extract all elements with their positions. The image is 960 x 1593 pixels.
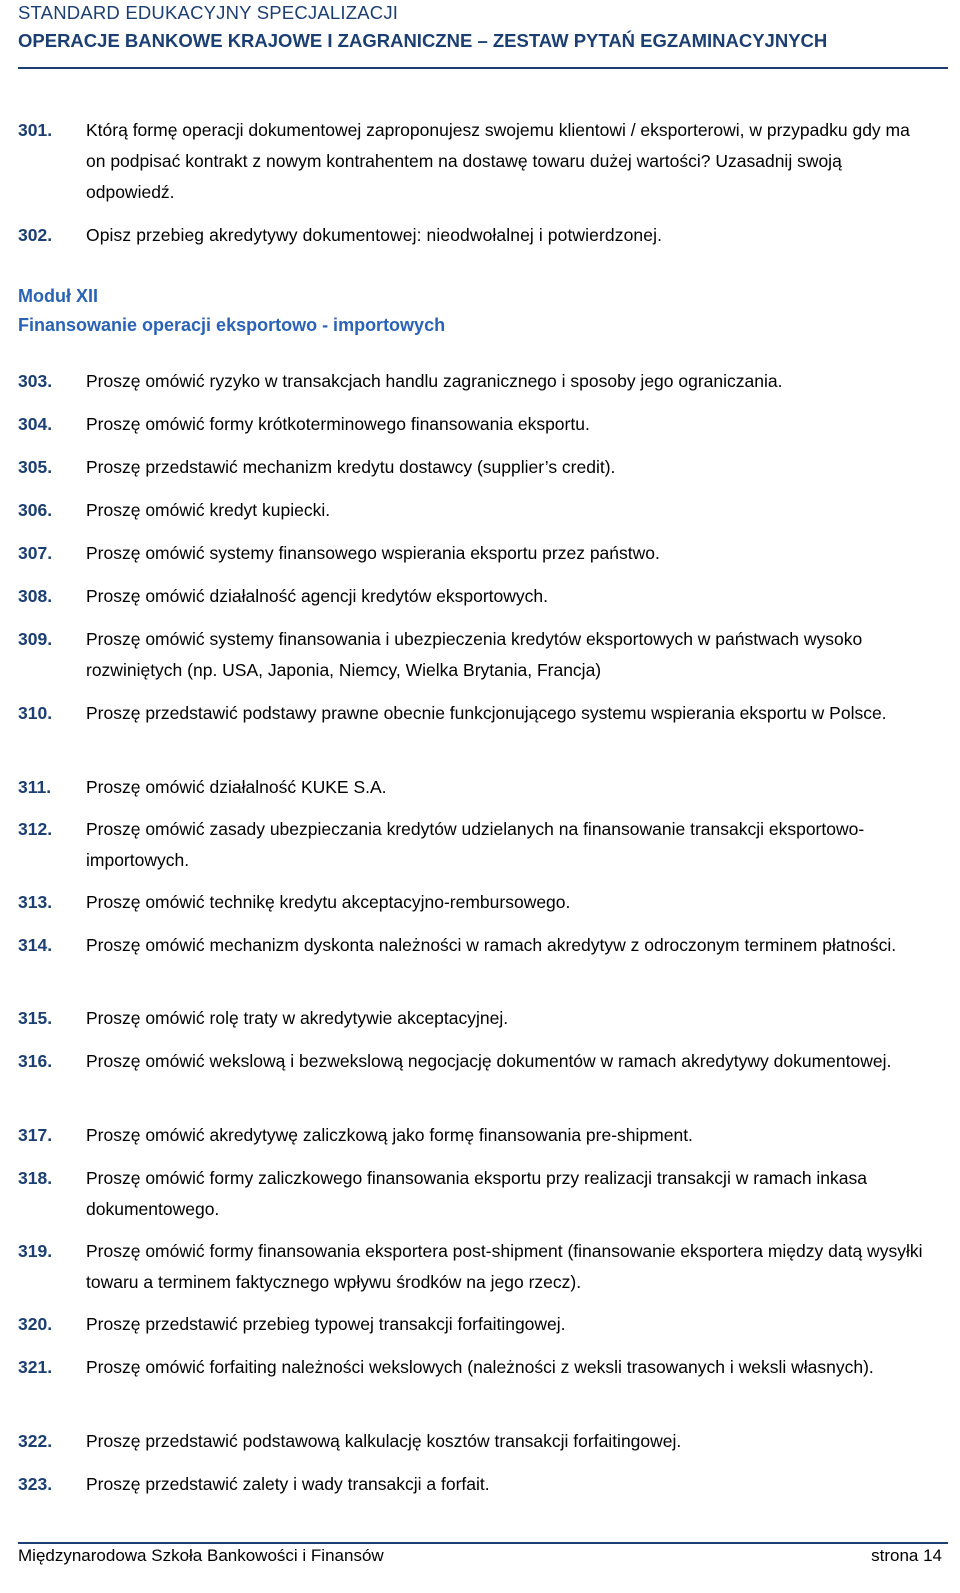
question-number: 316.: [18, 1051, 53, 1071]
question-number: 306.: [18, 500, 53, 520]
question-number: 309.: [18, 629, 53, 649]
question-319: [18, 1236, 928, 1298]
question-text: Proszę omówić mechanizm dyskonta należności w ramach akredytyw z odroczonym terminem płatności.: [86, 935, 897, 955]
question-number: 314.: [18, 935, 53, 955]
question-314: [18, 930, 928, 961]
question-301: [18, 115, 928, 208]
question-number: 308.: [18, 586, 53, 606]
question-text: Proszę omówić wekslową i bezwekslową negocjację dokumentów w ramach akredytywy dokumentowej.: [86, 1051, 892, 1071]
footer-page-number: strona 14: [871, 1546, 942, 1565]
question-number: 313.: [18, 892, 53, 912]
question-text: Proszę przedstawić zalety i wady transakcji a forfait.: [86, 1474, 490, 1494]
question-number: 320.: [18, 1314, 53, 1334]
question-323: [18, 1469, 928, 1500]
question-text: Proszę przedstawić podstawy prawne obecnie funkcjonującego systemu wspierania eksportu w Polsce.: [86, 703, 887, 723]
question-text: Proszę omówić formy krótkoterminowego finansowania eksportu.: [86, 414, 590, 434]
question-number: 303.: [18, 371, 53, 391]
question-322: [18, 1426, 928, 1457]
question-text: Proszę omówić kredyt kupiecki.: [86, 500, 331, 520]
header-subtitle: OPERACJE BANKOWE KRAJOWE I ZAGRANICZNE – ZESTAW PYTAŃ EGZAMINACYJNYCH: [18, 30, 828, 51]
question-text: Proszę omówić działalność agencji kredytów eksportowych.: [86, 586, 549, 606]
question-number: 305.: [18, 457, 53, 477]
question-number: 323.: [18, 1474, 53, 1494]
question-309: [18, 624, 928, 686]
question-number: 322.: [18, 1431, 53, 1451]
question-312: [18, 814, 928, 876]
question-text: Proszę omówić ryzyko w transakcjach handlu zagranicznego i sposoby jego ograniczania.: [86, 371, 783, 391]
footer-institution: Międzynarodowa Szkoła Bankowości i Finansów: [18, 1546, 384, 1565]
question-316: [18, 1046, 928, 1077]
question-310: [18, 698, 928, 729]
question-text: Proszę omówić systemy finansowego wspierania eksportu przez państwo.: [86, 543, 660, 563]
question-number: 302.: [18, 225, 53, 245]
question-304: [18, 409, 928, 440]
question-number: 318.: [18, 1168, 53, 1188]
question-number: 304.: [18, 414, 53, 434]
question-number: 315.: [18, 1008, 53, 1028]
question-text: Proszę przedstawić przebieg typowej transakcji forfaitingowej.: [86, 1314, 566, 1334]
question-number: 311.: [18, 777, 52, 797]
question-number: 312.: [18, 819, 53, 839]
question-321: [18, 1352, 928, 1383]
question-text: Opisz przebieg akredytywy dokumentowej: nieodwołalnej i potwierdzonej.: [86, 225, 663, 245]
question-text: Proszę omówić działalność KUKE S.A.: [86, 777, 387, 797]
question-text: Proszę omówić systemy finansowania i ubezpieczenia kredytów eksportowych w państwach wysoko rozwiniętych (np. USA, Japonia, Niemcy, Wielka Brytania, Francja): [86, 629, 863, 680]
footer-divider: [18, 1542, 948, 1544]
question-text: Proszę omówić formy zaliczkowego finansowania eksportu przy realizacji transakcji w ramach inkasa dokumentowego.: [86, 1168, 867, 1219]
header-title: STANDARD EDUKACYJNY SPECJALIZACJI: [18, 2, 399, 23]
question-305: [18, 452, 928, 483]
question-number: 317.: [18, 1125, 53, 1145]
module-subtitle: Finansowanie operacji eksportowo - importowych: [18, 315, 446, 335]
question-318: [18, 1163, 928, 1225]
question-313: [18, 887, 928, 918]
question-text: Którą formę operacji dokumentowej zaproponujesz swojemu klientowi / eksporterowi, w przypadku gdy ma on podpisać kontrakt z nowym kontrahentem na dostawę towaru dużej wartości? Uzasadnij swoją odpowiedź.: [86, 120, 910, 202]
question-320: [18, 1309, 928, 1340]
question-307: [18, 538, 928, 569]
question-text: Proszę omówić akredytywę zaliczkową jako formę finansowania pre-shipment.: [86, 1125, 693, 1145]
question-317: [18, 1120, 928, 1151]
header-divider: [18, 67, 948, 69]
question-302: [18, 220, 928, 251]
question-number: 307.: [18, 543, 53, 563]
question-text: Proszę omówić forfaiting należności wekslowych (należności z weksli trasowanych i weksli własnych).: [86, 1357, 874, 1377]
question-number: 319.: [18, 1241, 53, 1261]
question-text: Proszę omówić formy finansowania eksportera post-shipment (finansowanie eksportera między datą wysyłki towaru a terminem faktycznego wpływu środków na jego rzecz).: [86, 1241, 923, 1292]
question-308: [18, 581, 928, 612]
question-text: Proszę omówić zasady ubezpieczania kredytów udzielanych na finansowanie transakcji eksportowo-importowych.: [86, 819, 865, 870]
question-315: [18, 1003, 928, 1034]
question-number: 310.: [18, 703, 53, 723]
question-number: 301.: [18, 120, 53, 140]
question-text: Proszę omówić rolę traty w akredytywie akceptacyjnej.: [86, 1008, 509, 1028]
question-text: Proszę omówić technikę kredytu akceptacyjno-rembursowego.: [86, 892, 571, 912]
question-311: [18, 772, 928, 803]
question-text: Proszę przedstawić podstawową kalkulację kosztów transakcji forfaitingowej.: [86, 1431, 682, 1451]
module-title: Moduł XII: [18, 286, 98, 306]
question-number: 321.: [18, 1357, 53, 1377]
question-303: [18, 366, 928, 397]
question-306: [18, 495, 928, 526]
question-text: Proszę przedstawić mechanizm kredytu dostawcy (supplier’s credit).: [86, 457, 616, 477]
